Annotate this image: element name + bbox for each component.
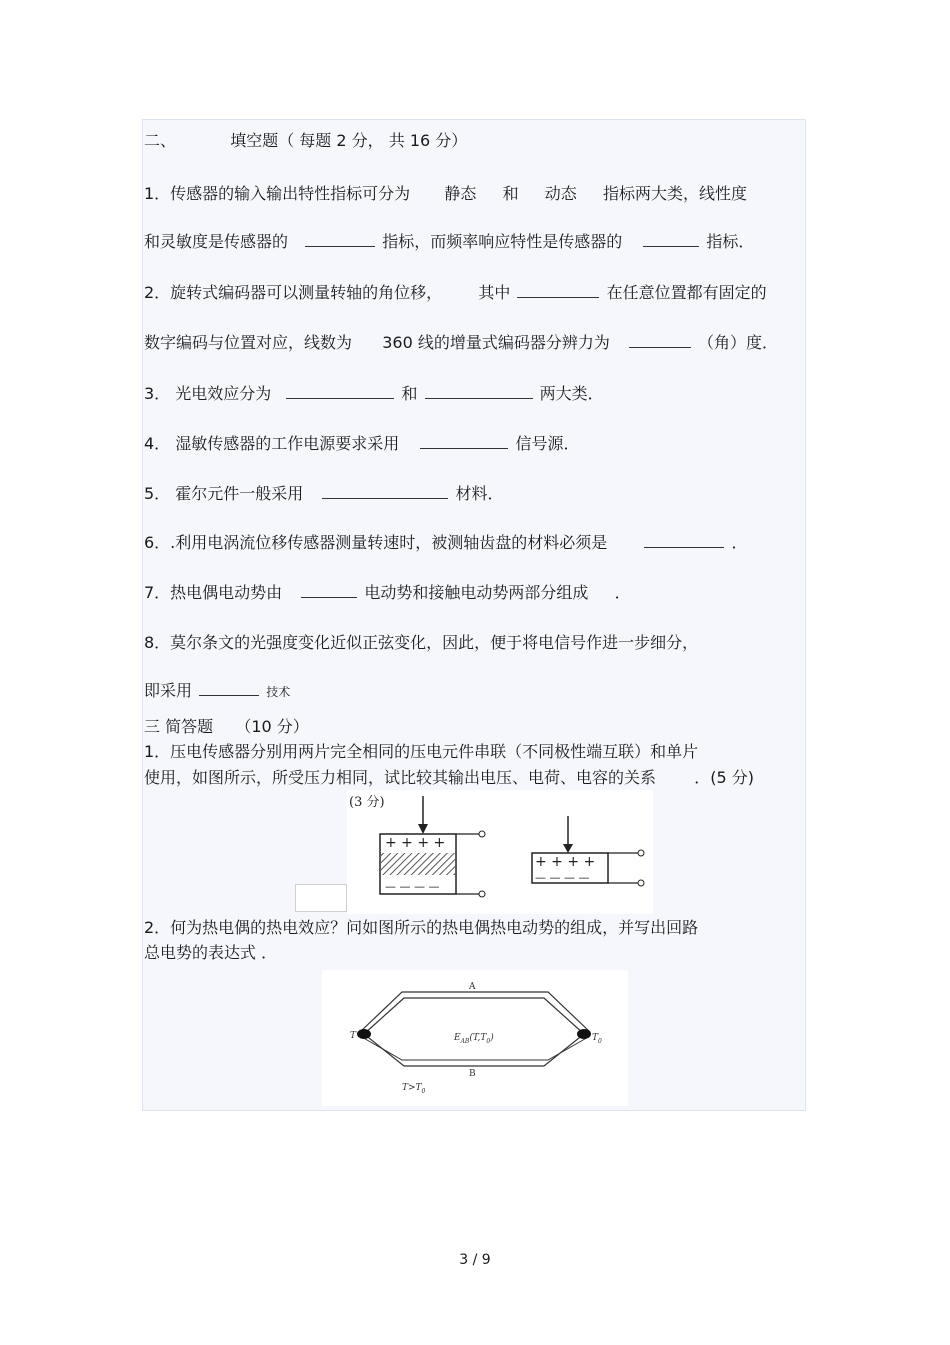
- right-terminal-bottom: [638, 880, 644, 886]
- q2-line1: [144, 283, 767, 303]
- junction-cold: [577, 1029, 591, 1039]
- q7-text: 7．热电偶电动势由: [144, 583, 283, 602]
- thermocouple-diagram: [322, 970, 628, 1106]
- section3-number: 三: [144, 717, 161, 736]
- sq1-text: 使用，如图所示，所受压力相同，试比较其输出电压、电荷、电容的关系: [144, 768, 657, 787]
- q1-text-3: 和灵敏度是传感器的: [144, 232, 289, 251]
- q8-text-2: 技术: [266, 685, 291, 699]
- q1-and: 和: [502, 184, 519, 203]
- q1-blank-1[interactable]: [305, 232, 375, 247]
- hatched-middle-layer: [381, 853, 455, 875]
- q4-text: 4． 湿敏传感器的工作电源要求采用: [144, 434, 400, 453]
- q6-text: 6．.利用电涡流位移传感器测量转速时，被测轴齿盘的材料必须是: [144, 533, 608, 552]
- q6-line: [144, 533, 747, 553]
- q1-text-5: 指标．: [706, 232, 755, 251]
- q2-text-6: （角）度．: [698, 333, 779, 352]
- label-emf: $E_{AB}(T,T_0)$: [454, 1033, 494, 1045]
- q1-text-2: 指标两大类，线性度: [602, 184, 747, 203]
- q1-blank-2[interactable]: [643, 232, 699, 247]
- label-conductor-a: A: [469, 982, 476, 992]
- force-arrowhead-left: [418, 824, 428, 834]
- q4-blank[interactable]: [420, 434, 508, 449]
- q2-blank-2[interactable]: [629, 333, 691, 348]
- q3-blank-2[interactable]: [425, 384, 533, 399]
- right-terminal-top: [638, 850, 644, 856]
- q2-text: 2．旋转式编码器可以测量转轴的角位移，: [144, 283, 443, 302]
- q4-line: [144, 434, 579, 454]
- q8-line2: [144, 681, 290, 702]
- force-arrowhead-right: [563, 844, 573, 853]
- q5-text: 5． 霍尔元件一般采用: [144, 484, 304, 503]
- sq2-line2: 总电势的表达式 ．: [144, 943, 278, 962]
- q2-text-2: 其中: [478, 283, 511, 302]
- section3-title: 简答题: [165, 717, 214, 736]
- left-minus-charges: — — — —: [385, 880, 440, 893]
- q5-line: [144, 484, 503, 504]
- section2-number: 二、: [144, 131, 177, 150]
- sq1-line1: 1．压电传感器分别用两片完全相同的压电元件串联（不同极性端互联）和单片: [144, 742, 699, 761]
- left-terminal-bottom: [479, 891, 485, 897]
- left-terminal-top: [479, 831, 485, 837]
- q6-text-2: ．: [731, 533, 748, 552]
- sq1-score: ．(5 分): [694, 768, 754, 787]
- label-condition: $T>T_0$: [402, 1083, 426, 1095]
- q1-answer-dynamic: 动态: [544, 184, 577, 203]
- section3-heading: [144, 717, 309, 737]
- label-t-hot: T: [350, 1031, 357, 1041]
- q2-line2: [144, 333, 778, 353]
- q1-text: 1．传感器的输入输出特性指标可分为: [144, 184, 411, 203]
- q3-and: 和: [401, 384, 418, 403]
- figure1-piezo: [347, 790, 653, 914]
- label-t0-cold: $T_0$: [592, 1033, 602, 1045]
- q2-text-4: 数字编码与位置对应，线数为: [144, 333, 353, 352]
- section2-title: 填空题（ 每题 2 分， 共 16 分）: [230, 131, 468, 150]
- right-plus-charges: + + + +: [535, 854, 596, 870]
- piezo-diagram: [347, 790, 653, 914]
- sq2-line1: 2．何为热电偶的热电效应？问如图所示的热电偶热电动势的组成，并写出回路: [144, 918, 699, 937]
- q1-answer-static: 静态: [444, 184, 477, 203]
- q3-text-2: 两大类．: [539, 384, 604, 403]
- q7-blank[interactable]: [301, 583, 357, 598]
- q3-text: 3． 光电效应分为: [144, 384, 272, 403]
- label-conductor-b: B: [469, 1069, 476, 1079]
- page-number: 3 / 9: [459, 1252, 491, 1268]
- figure1-score: (3 分): [349, 795, 385, 810]
- q7-line: [144, 583, 631, 603]
- q8-blank[interactable]: [199, 681, 259, 696]
- q6-blank[interactable]: [644, 533, 724, 548]
- q3-blank-1[interactable]: [286, 384, 394, 399]
- q5-text-2: 材料．: [455, 484, 504, 503]
- right-minus-charges: — — — —: [535, 871, 590, 884]
- junction-hot: [357, 1029, 371, 1039]
- sq1-line2: [144, 768, 754, 788]
- section2-heading: [144, 131, 467, 151]
- q8-text: 即采用: [144, 681, 193, 700]
- q7-text-2: 电动势和接触电动势两部分组成: [364, 583, 589, 602]
- figure1-corner-box: [295, 884, 347, 912]
- section3-score: （10 分）: [235, 717, 309, 736]
- left-plus-charges: + + + +: [385, 835, 446, 851]
- q2-blank-1[interactable]: [517, 283, 599, 298]
- q3-line: [144, 384, 604, 404]
- conductor-loop-inner: [364, 998, 584, 1066]
- q1-text-4: 指标，而频率响应特性是传感器的: [382, 232, 623, 251]
- q2-text-3: 在任意位置都有固定的: [606, 283, 767, 302]
- q2-text-5: 360 线的增量式编码器分辨力为: [382, 333, 610, 352]
- figure2-thermocouple: [322, 970, 628, 1106]
- q8-line1: 8．莫尔条文的光强度变化近似正弦变化，因此，便于将电信号作进一步细分，: [144, 633, 699, 652]
- q4-text-2: 信号源．: [515, 434, 580, 453]
- q1-line1: [144, 184, 747, 204]
- q5-blank[interactable]: [322, 484, 448, 499]
- q1-line2: [144, 232, 754, 252]
- q7-text-3: ．: [614, 583, 631, 602]
